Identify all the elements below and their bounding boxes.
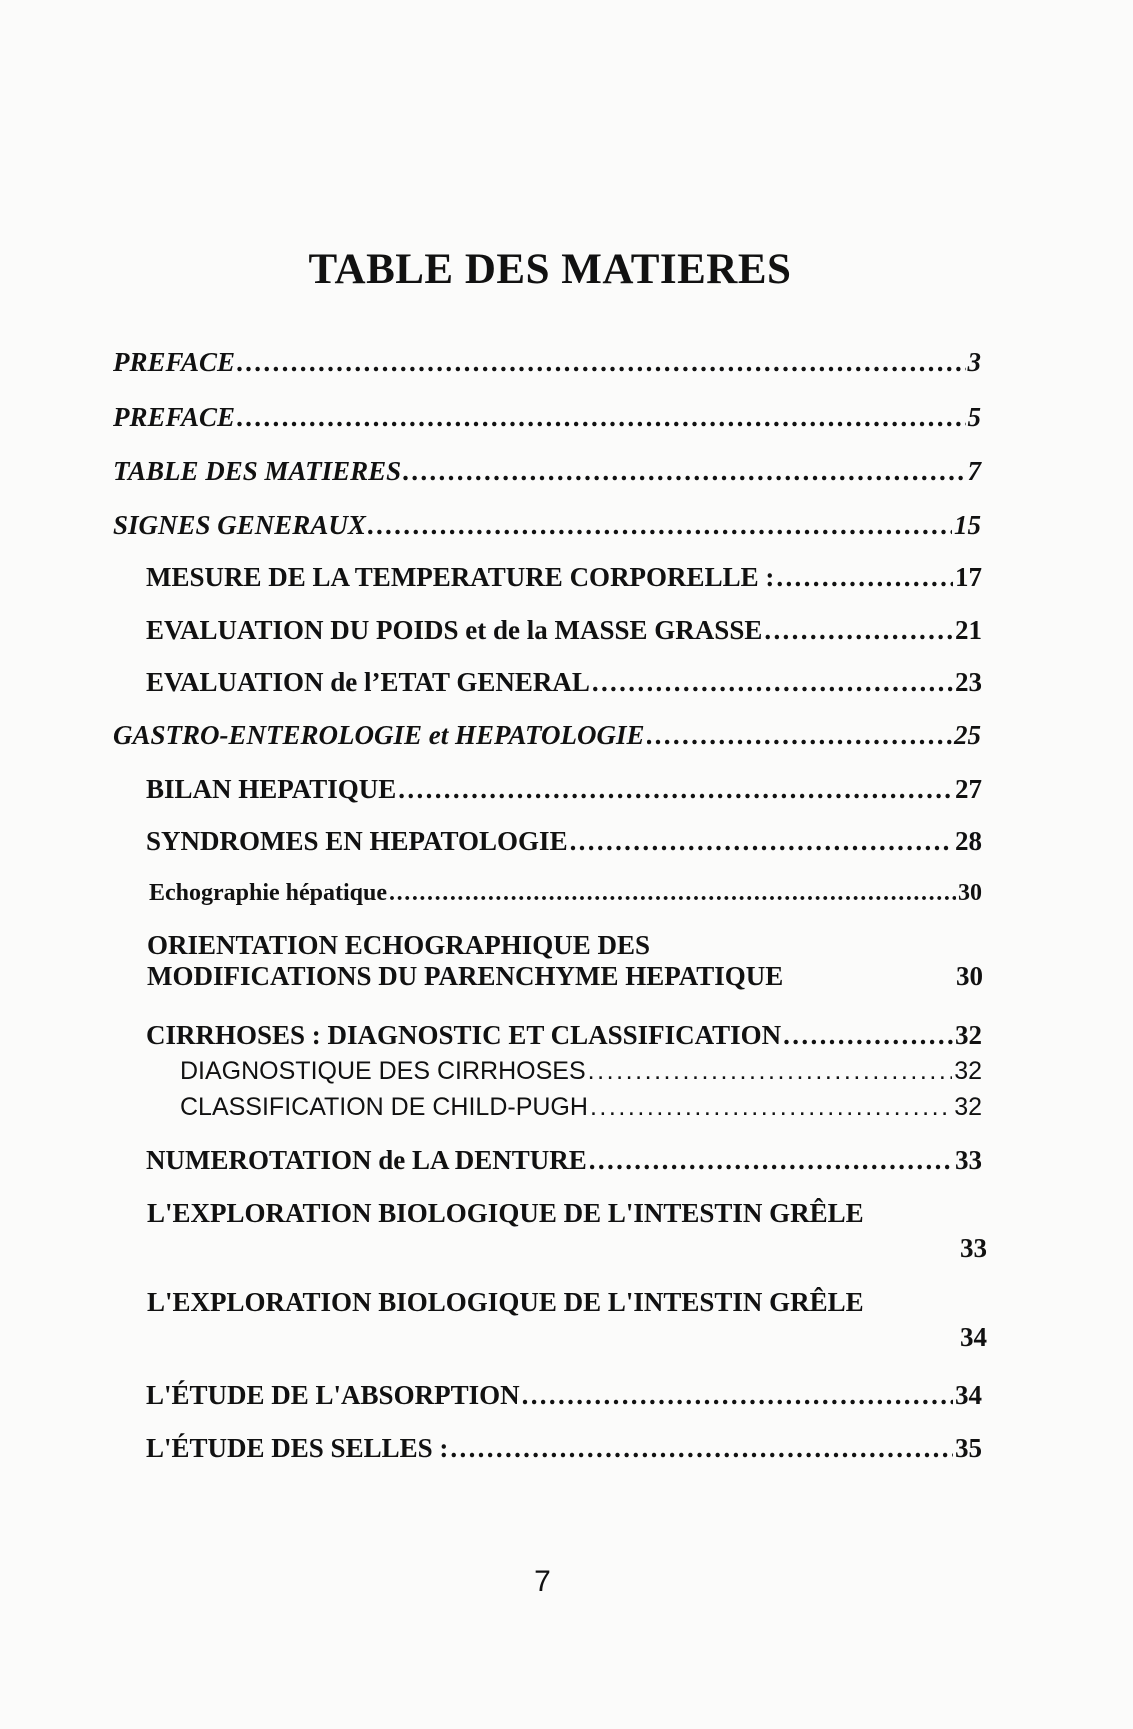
toc-entry-page: 28	[955, 826, 982, 856]
toc-entry[interactable]	[146, 667, 982, 698]
toc-entry-page: 15	[954, 510, 981, 540]
toc-entry-page: 21	[955, 615, 982, 645]
dot-leader	[764, 615, 953, 646]
toc-entry-label: BILAN HEPATIQUE	[146, 774, 397, 804]
toc-entry-page: 3	[967, 347, 981, 377]
toc-entry-multiline[interactable]	[147, 930, 983, 992]
toc-entry-page: 25	[954, 720, 981, 750]
dot-leader	[403, 456, 965, 487]
toc-entry-page: 33	[955, 1145, 982, 1175]
dot-leader	[776, 562, 953, 593]
dot-leader	[647, 720, 952, 751]
toc-entry-page: 17	[955, 562, 982, 592]
toc-entry-page: 30	[956, 961, 983, 991]
toc-entry-label: L'ÉTUDE DE L'ABSORPTION	[146, 1380, 520, 1410]
toc-entry-label: CIRRHOSES : DIAGNOSTIC ET CLASSIFICATION	[146, 1020, 782, 1050]
toc-entry[interactable]	[146, 1020, 982, 1051]
dot-leader	[570, 826, 953, 857]
dot-leader	[368, 510, 952, 541]
toc-entry-multiline[interactable]	[147, 1287, 987, 1353]
toc-entry-page: 35	[955, 1433, 982, 1463]
toc-entry-label: L'ÉTUDE DES SELLES :	[146, 1433, 449, 1463]
dot-leader	[237, 402, 965, 433]
toc-entry[interactable]	[146, 615, 982, 646]
toc-entry-label: CLASSIFICATION DE CHILD-PUGH	[180, 1093, 588, 1121]
dot-leader	[389, 880, 956, 907]
toc-entry[interactable]	[146, 774, 982, 805]
dot-leader	[588, 1057, 953, 1086]
dot-leader	[592, 667, 953, 698]
toc-entry-label-line1: L'EXPLORATION BIOLOGIQUE DE L'INTESTIN GRÊLE	[147, 1198, 864, 1228]
toc-entry[interactable]	[146, 1145, 982, 1176]
toc-entry-label: SIGNES GENERAUX	[113, 510, 366, 540]
toc-entry[interactable]	[146, 1433, 982, 1464]
toc-entry-label: GASTRO-ENTEROLOGIE et HEPATOLOGIE	[113, 720, 645, 750]
toc-entry-page: 32	[955, 1020, 982, 1050]
toc-entry-page: 32	[954, 1093, 982, 1121]
toc-entry-label: DIAGNOSTIQUE DES CIRRHOSES	[180, 1057, 586, 1085]
toc-entry-label-line2: MODIFICATIONS DU PARENCHYME HEPATIQUE	[147, 961, 784, 991]
toc-entry[interactable]	[149, 880, 982, 907]
toc-entry-label: TABLE DES MATIERES	[113, 456, 402, 486]
toc-entry-label-line1: ORIENTATION ECHOGRAPHIQUE DES	[147, 930, 651, 960]
dot-leader	[590, 1093, 952, 1122]
toc-entry-label: PREFACE	[113, 402, 236, 432]
toc-entry-label: Echographie hépatique	[149, 880, 388, 906]
toc-entry-page: 23	[955, 667, 982, 697]
toc-entry-label: SYNDROMES EN HEPATOLOGIE	[146, 826, 568, 856]
toc-entry-label: PREFACE	[113, 347, 236, 377]
dot-leader	[589, 1145, 953, 1176]
page-number: 7	[534, 1565, 551, 1598]
toc-entry-page: 27	[955, 774, 982, 804]
dot-leader	[450, 1433, 953, 1464]
toc-entry-page: 34	[960, 1322, 987, 1352]
dot-leader	[398, 774, 953, 805]
toc-entry-page: 34	[955, 1380, 982, 1410]
toc-entry[interactable]	[113, 456, 981, 487]
toc-entry-page: 5	[967, 402, 981, 432]
toc-entry-multiline[interactable]	[147, 1198, 987, 1264]
toc-entry-label: EVALUATION de l’ETAT GENERAL	[146, 667, 590, 697]
toc-entry[interactable]	[113, 720, 981, 751]
page-title: TABLE DES MATIERES	[308, 246, 792, 293]
toc-entry[interactable]	[146, 826, 982, 857]
toc-entry-page: 30	[958, 880, 982, 906]
toc-subentry[interactable]	[180, 1093, 982, 1122]
toc-entry[interactable]	[113, 402, 981, 433]
dot-leader	[783, 1020, 953, 1051]
toc-entry-page: 7	[967, 456, 981, 486]
toc-entry-label: EVALUATION DU POIDS et de la MASSE GRASSE	[146, 615, 763, 645]
dot-leader	[237, 347, 965, 378]
toc-entry-label: MESURE DE LA TEMPERATURE CORPORELLE :	[146, 562, 775, 592]
toc-entry-label-line1: L'EXPLORATION BIOLOGIQUE DE L'INTESTIN GRÊLE	[147, 1287, 864, 1317]
toc-entry[interactable]	[113, 347, 981, 378]
toc-entry-page: 32	[954, 1057, 982, 1085]
toc-entry-label: NUMEROTATION de LA DENTURE	[146, 1145, 587, 1175]
toc-subentry[interactable]	[180, 1057, 982, 1086]
toc-entry[interactable]	[113, 510, 981, 541]
toc-entry-page: 33	[960, 1233, 987, 1263]
toc-entry[interactable]	[146, 1380, 982, 1411]
toc-entry[interactable]	[146, 562, 982, 593]
dot-leader	[522, 1380, 953, 1411]
